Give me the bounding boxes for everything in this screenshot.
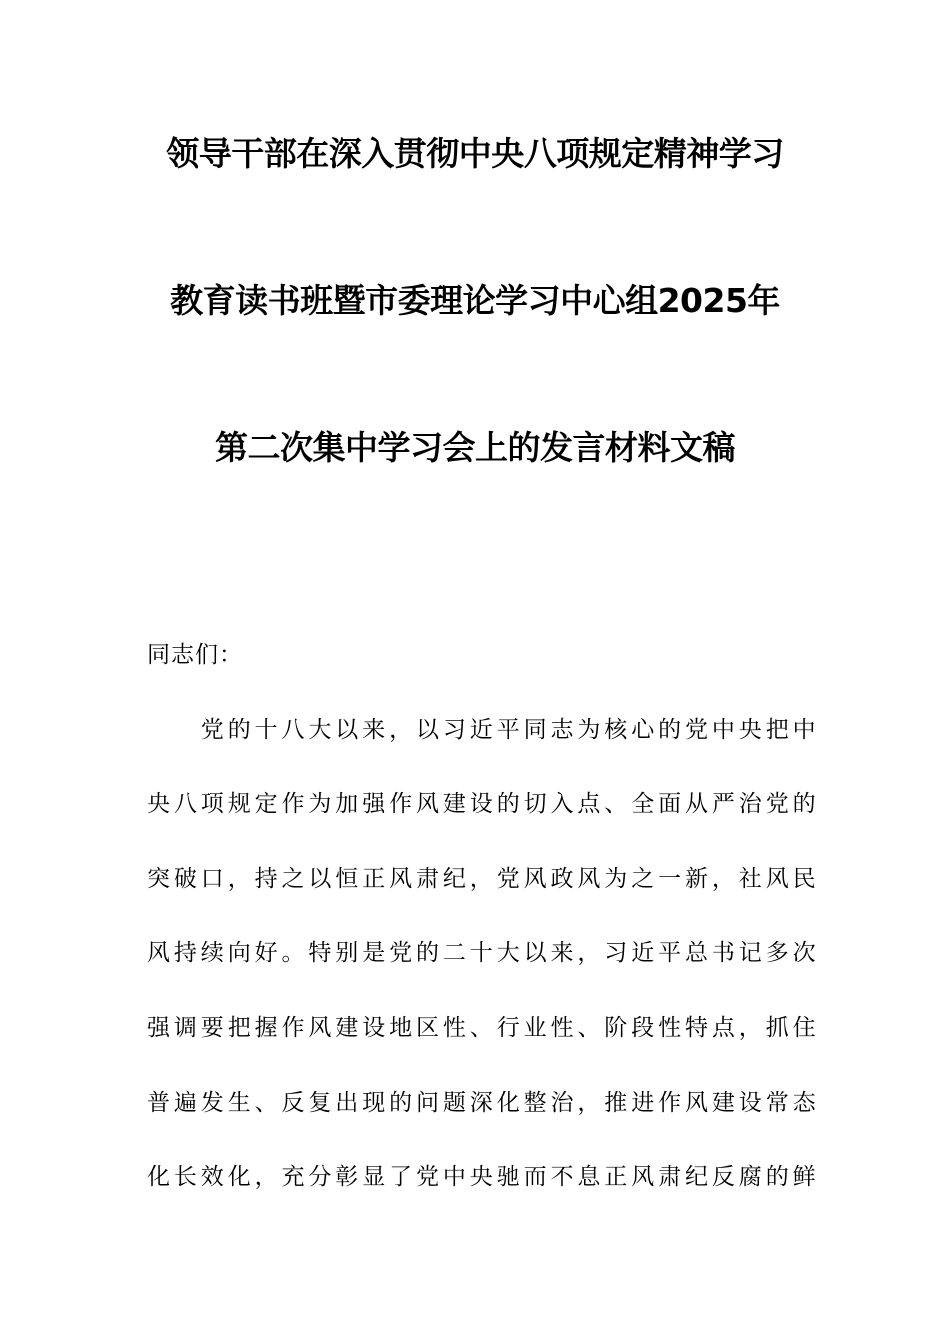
paragraph-line-1: 党的十八大以来，以习近平同志为核心的党中央把中 [147, 717, 820, 743]
paragraph-line-4: 风持续向好。特别是党的二十大以来，习近平总书记多次 [147, 940, 820, 966]
paragraph-line-6: 普遍发生、反复出现的问题深化整治，推进作风建设常态 [147, 1090, 820, 1116]
salutation: 同志们： [147, 642, 243, 668]
paragraph-line-2: 央八项规定作为加强作风建设的切入点、全面从严治党的 [147, 791, 820, 817]
document-title-line-3: 第二次集中学习会上的发言材料文稿 [215, 428, 735, 467]
document-title-line-2: 教育读书班暨市委理论学习中心组2025年 [170, 281, 780, 320]
paragraph-line-5: 强调要把握作风建设地区性、行业性、阶段性特点，抓住 [147, 1015, 820, 1041]
document-title-line-1: 领导干部在深入贯彻中央八项规定精神学习 [166, 134, 784, 173]
paragraph-line-3: 突破口，持之以恒正风肃纪，党风政风为之一新，社风民 [147, 866, 820, 892]
paragraph-line-7: 化长效化，充分彰显了党中央驰而不息正风肃纪反腐的鲜 [147, 1164, 820, 1190]
